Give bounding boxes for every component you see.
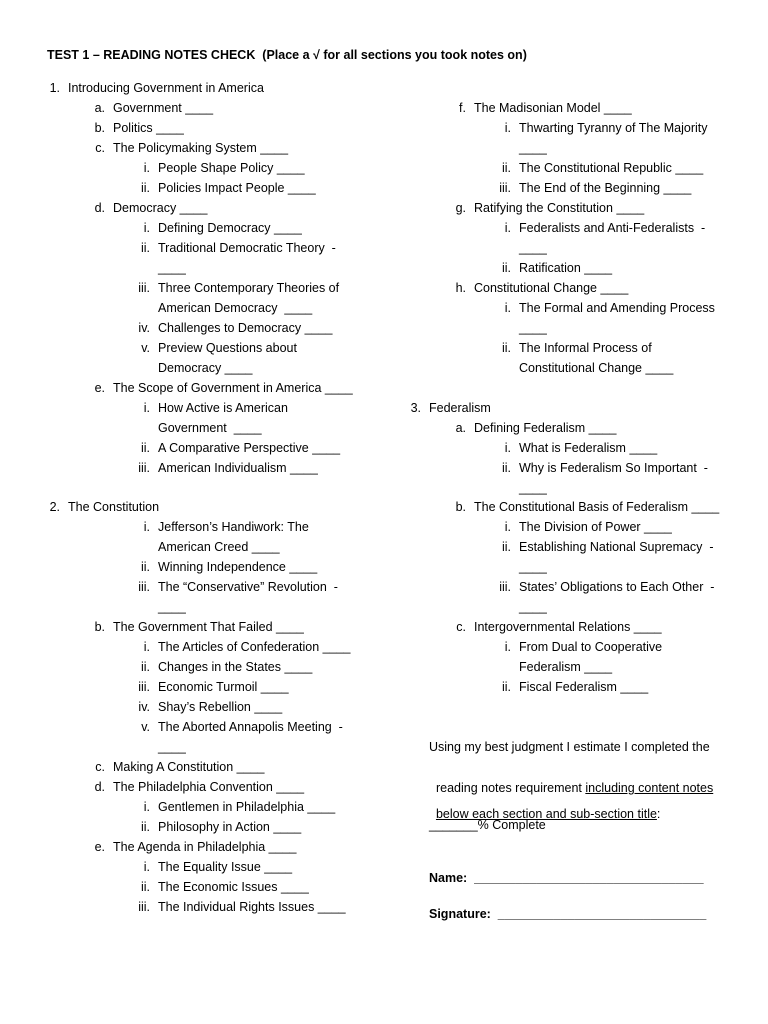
left-outline-item: American Creed ____	[158, 540, 280, 554]
left-outline-marker: v.	[141, 720, 150, 734]
left-outline-marker: 2.	[49, 500, 60, 514]
right-outline-item: ____	[519, 141, 547, 155]
left-outline-marker: e.	[94, 840, 105, 854]
right-outline-marker: i.	[504, 640, 511, 654]
right-outline-item: ____	[519, 241, 547, 255]
right-outline-marker: iii.	[499, 580, 511, 594]
percent-complete-field[interactable]: _______% Complete	[429, 818, 546, 832]
left-outline-marker: ii.	[140, 660, 150, 674]
name-field[interactable]: Name: _________________________________	[429, 871, 704, 885]
left-outline-item: Economic Turmoil ____	[158, 680, 289, 694]
right-outline-item: The Madisonian Model ____	[474, 101, 632, 115]
right-outline-marker: ii.	[501, 540, 511, 554]
left-outline-marker: iii.	[138, 680, 150, 694]
right-outline-item: ____	[519, 560, 547, 574]
left-outline-item: Politics ____	[113, 121, 184, 135]
left-outline-item: Introducing Government in America	[68, 81, 264, 95]
left-outline-marker: 1.	[49, 81, 60, 95]
left-outline-item: Democracy ____	[158, 361, 253, 375]
right-outline-item: What is Federalism ____	[519, 441, 658, 455]
left-outline-item: ____	[158, 600, 186, 614]
right-outline-item: Constitutional Change ____	[519, 361, 674, 375]
signature-field[interactable]: Signature: ______________________________	[429, 907, 707, 921]
left-outline-marker: c.	[95, 141, 105, 155]
left-outline-item: Making A Constitution ____	[113, 760, 265, 774]
left-outline-item: The Agenda in Philadelphia ____	[113, 840, 297, 854]
left-outline-item: ____	[158, 261, 186, 275]
left-outline-item: The Philadelphia Convention ____	[113, 780, 305, 794]
left-outline-item: The Articles of Confederation ____	[158, 640, 351, 654]
right-outline-item: Federalists and Anti-Federalists -	[519, 221, 706, 235]
left-outline-marker: ii.	[140, 560, 150, 574]
left-outline-marker: ii.	[140, 241, 150, 255]
right-outline-item: ____	[519, 600, 547, 614]
right-outline-item: Ratification ____	[519, 261, 613, 275]
right-outline-item: Establishing National Supremacy -	[519, 540, 714, 554]
left-outline-item: The Policymaking System ____	[113, 141, 289, 155]
left-outline-item: American Individualism ____	[158, 461, 318, 475]
left-outline-item: Changes in the States ____	[158, 660, 313, 674]
estimate-line-2-plain: reading notes requirement	[435, 781, 586, 795]
left-outline-item: Three Contemporary Theories of	[158, 281, 340, 295]
left-outline-item: Defining Democracy ____	[158, 221, 302, 235]
left-outline-marker: iii.	[138, 461, 150, 475]
right-outline-item: Why is Federalism So Important -	[519, 461, 708, 475]
left-outline-marker: iii.	[138, 900, 150, 914]
left-outline-marker: iii.	[138, 281, 150, 295]
right-outline-item: The Constitutional Basis of Federalism ____	[474, 500, 720, 514]
right-outline-item: From Dual to Cooperative	[519, 640, 663, 654]
left-outline-item: The Government That Failed ____	[113, 620, 304, 634]
right-outline-item: ____	[519, 481, 547, 495]
right-outline-item: ____	[519, 321, 547, 335]
left-outline-marker: i.	[143, 520, 150, 534]
right-outline-item: States’ Obligations to Each Other -	[519, 580, 715, 594]
left-outline-marker: i.	[143, 640, 150, 654]
right-outline-item: Federalism ____	[519, 660, 613, 674]
right-outline-marker: a.	[455, 421, 466, 435]
estimate-line-3-underlined: below each section and sub-section title	[435, 807, 657, 821]
left-outline-marker: i.	[143, 860, 150, 874]
left-outline-item: The Equality Issue ____	[158, 860, 293, 874]
left-outline-marker: b.	[94, 620, 105, 634]
right-outline-marker: c.	[456, 620, 466, 634]
right-outline-marker: ii.	[501, 461, 511, 475]
left-outline-item: Policies Impact People ____	[158, 181, 316, 195]
right-outline-marker: i.	[504, 520, 511, 534]
left-outline-marker: v.	[141, 341, 150, 355]
left-outline-marker: ii.	[140, 880, 150, 894]
right-outline-marker: h.	[455, 281, 466, 295]
right-outline-marker: i.	[504, 221, 511, 235]
estimate-line-2-underlined: including content notes	[585, 781, 714, 795]
right-outline-item: Intergovernmental Relations ____	[474, 620, 662, 634]
left-outline-marker: b.	[94, 121, 105, 135]
left-outline-item: ____	[158, 740, 186, 754]
right-outline-item: Constitutional Change ____	[474, 281, 629, 295]
left-outline-marker: iv.	[138, 321, 150, 335]
left-outline-marker: i.	[143, 401, 150, 415]
left-outline-item: A Comparative Perspective ____	[158, 441, 341, 455]
left-outline-item: Shay’s Rebellion ____	[158, 700, 283, 714]
left-outline-item: Preview Questions about	[158, 341, 297, 355]
left-outline-item: The Individual Rights Issues ____	[158, 900, 346, 914]
right-outline-item: Thwarting Tyranny of The Majority	[519, 121, 708, 135]
left-outline-item: The Aborted Annapolis Meeting -	[158, 720, 343, 734]
estimate-line-1: Using my best judgment I estimate I completed the	[429, 740, 710, 754]
right-outline-marker: ii.	[501, 161, 511, 175]
left-outline-marker: ii.	[140, 441, 150, 455]
right-outline-marker: b.	[455, 500, 466, 514]
page-title: TEST 1 – READING NOTES CHECK (Place a √ for all sections you took notes on)	[47, 48, 527, 62]
right-outline-marker: 3.	[410, 401, 421, 415]
left-outline-item: People Shape Policy ____	[158, 161, 305, 175]
right-outline-marker: i.	[504, 301, 511, 315]
right-outline-marker: ii.	[501, 680, 511, 694]
right-outline-item: Ratifying the Constitution ____	[474, 201, 645, 215]
right-outline-item: The Formal and Amending Process	[519, 301, 715, 315]
left-outline-marker: d.	[94, 780, 105, 794]
left-outline-marker: i.	[143, 161, 150, 175]
estimate-line-3-colon: :	[656, 807, 661, 821]
left-outline-item: American Democracy ____	[158, 301, 313, 315]
right-outline-marker: g.	[455, 201, 466, 215]
left-outline-item: Government ____	[158, 421, 262, 435]
left-outline-marker: d.	[94, 201, 105, 215]
right-outline-marker: ii.	[501, 341, 511, 355]
right-outline-marker: i.	[504, 121, 511, 135]
left-outline-item: Winning Independence ____	[158, 560, 318, 574]
right-outline-marker: f.	[459, 101, 466, 115]
left-outline-marker: i.	[143, 221, 150, 235]
right-outline-item: Defining Federalism ____	[474, 421, 617, 435]
left-outline-item: Philosophy in Action ____	[158, 820, 302, 834]
right-outline-item: Federalism	[429, 401, 491, 415]
left-outline-marker: e.	[94, 381, 105, 395]
left-outline-marker: i.	[143, 800, 150, 814]
right-outline-marker: i.	[504, 441, 511, 455]
left-outline-marker: iii.	[138, 580, 150, 594]
left-outline-marker: iv.	[138, 700, 150, 714]
left-outline-item: The “Conservative” Revolution -	[158, 580, 338, 594]
left-outline-item: Jefferson’s Handiwork: The	[158, 520, 309, 534]
left-outline-item: How Active is American	[158, 401, 288, 415]
left-outline-item: Democracy ____	[113, 201, 208, 215]
right-outline-item: The End of the Beginning ____	[519, 181, 692, 195]
left-outline-marker: ii.	[140, 181, 150, 195]
left-outline-marker: ii.	[140, 820, 150, 834]
right-outline-marker: iii.	[499, 181, 511, 195]
left-outline-item: Challenges to Democracy ____	[158, 321, 333, 335]
left-outline-item: Government ____	[113, 101, 214, 115]
left-outline-marker: c.	[95, 760, 105, 774]
right-outline-item: The Division of Power ____	[519, 520, 672, 534]
right-outline-marker: ii.	[501, 261, 511, 275]
left-outline-item: The Economic Issues ____	[158, 880, 309, 894]
left-outline-item: Gentlemen in Philadelphia ____	[158, 800, 336, 814]
left-outline-item: Traditional Democratic Theory -	[158, 241, 336, 255]
right-outline-item: The Informal Process of	[519, 341, 652, 355]
right-outline-item: Fiscal Federalism ____	[519, 680, 649, 694]
left-outline-item: The Scope of Government in America ____	[113, 381, 353, 395]
left-outline-marker: a.	[94, 101, 105, 115]
left-outline-item: The Constitution	[68, 500, 160, 514]
right-outline-item: The Constitutional Republic ____	[519, 161, 704, 175]
